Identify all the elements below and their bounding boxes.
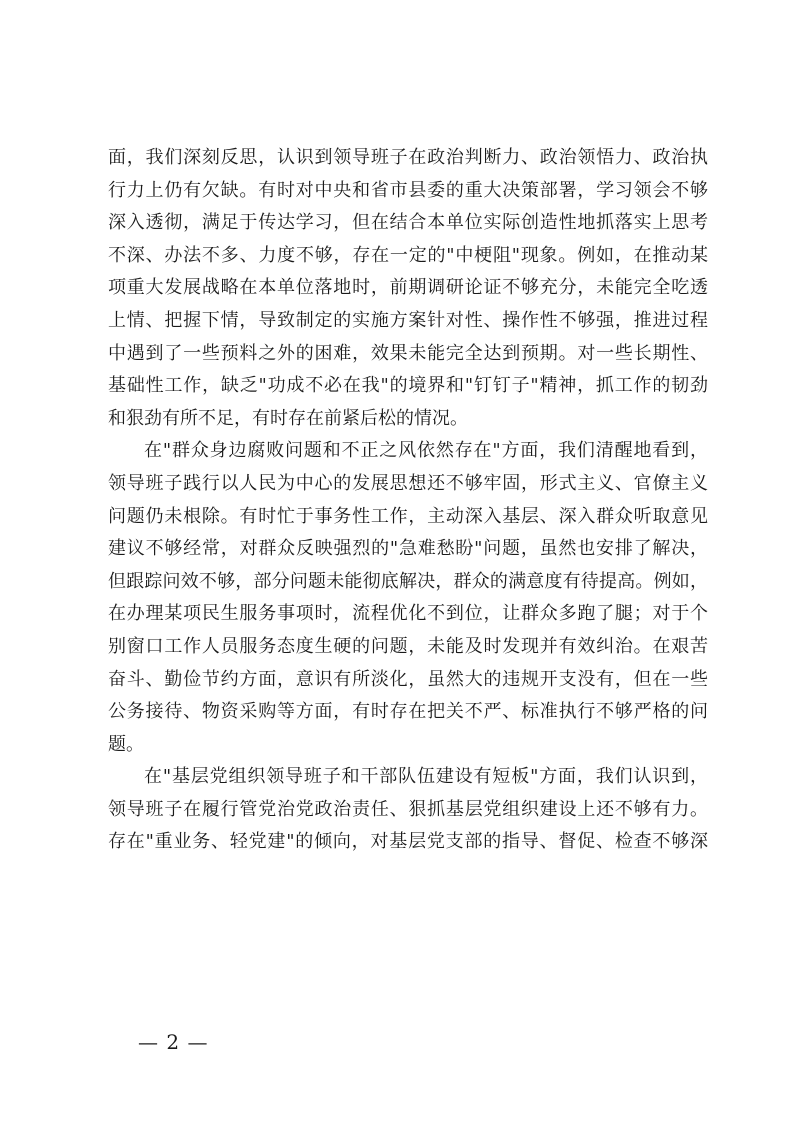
text-line: 基础性工作，缺乏"功成不必在我"的境界和"钉钉子"精神，抓工作的韧劲	[108, 375, 708, 397]
text-line: 领导班子在履行管党治党政治责任、狠抓基层党组织建设上还不够有力。	[108, 798, 708, 820]
text-line: 公务接待、物资采购等方面，有时存在把关不严、标准执行不够严格的问	[108, 701, 708, 723]
text-line: 不深、办法不多、力度不够，存在一定的"中梗阻"现象。例如，在推动某	[108, 244, 708, 266]
paragraph-start-line: 在"群众身边腐败问题和不正之风依然存在"方面，我们清醒地看到，	[144, 440, 708, 462]
text-line: 领导班子践行以人民为中心的发展思想还不够牢固，形式主义、官僚主义	[108, 472, 708, 494]
text-line: 面，我们深刻反思，认识到领导班子在政治判断力、政治领悟力、政治执	[108, 147, 708, 168]
text-line: 项重大发展战略在本单位落地时，前期调研论证不够充分，未能完全吃透	[108, 277, 708, 299]
text-line: 别窗口工作人员服务态度生硬的问题，未能及时发现并有效纠治。在艰苦	[108, 635, 708, 657]
text-line: 奋斗、勤俭节约方面，意识有所淡化，虽然大的违规开支没有，但在一些	[108, 668, 708, 690]
text-line: 题。	[108, 733, 144, 755]
text-line: 存在"重业务、轻党建"的倾向，对基层党支部的指导、督促、检查不够深	[108, 831, 708, 853]
text-line: 但跟踪问效不够，部分问题未能彻底解决，群众的满意度有待提高。例如，	[108, 570, 708, 592]
text-line: 中遇到了一些预料之外的困难，效果未能完全达到预期。对一些长期性、	[108, 342, 708, 364]
text-line: 建议不够经常，对群众反映强烈的"急难愁盼"问题，虽然也安排了解决，	[108, 538, 708, 560]
text-line: 上情、把握下情，导致制定的实施方案针对性、操作性不够强，推进过程	[108, 309, 708, 331]
text-line: 深入透彻，满足于传达学习，但在结合本单位实际创造性地抓落实上思考	[108, 212, 708, 234]
text-line: 问题仍未根除。有时忙于事务性工作，主动深入基层、深入群众听取意见	[108, 505, 708, 527]
text-line: 和狠劲有所不足，有时存在前紧后松的情况。	[108, 407, 468, 429]
paragraph-start-line: 在"基层党组织领导班子和干部队伍建设有短板"方面，我们认识到，	[144, 766, 708, 788]
body-text	[108, 142, 708, 859]
text-line: 行力上仍有欠缺。有时对中央和省市县委的重大决策部署，学习领会不够	[108, 179, 708, 201]
text-line: 在办理某项民生服务事项时，流程优化不到位，让群众多跑了腿；对于个	[108, 603, 708, 625]
page-number: — 2 —	[138, 1030, 209, 1054]
